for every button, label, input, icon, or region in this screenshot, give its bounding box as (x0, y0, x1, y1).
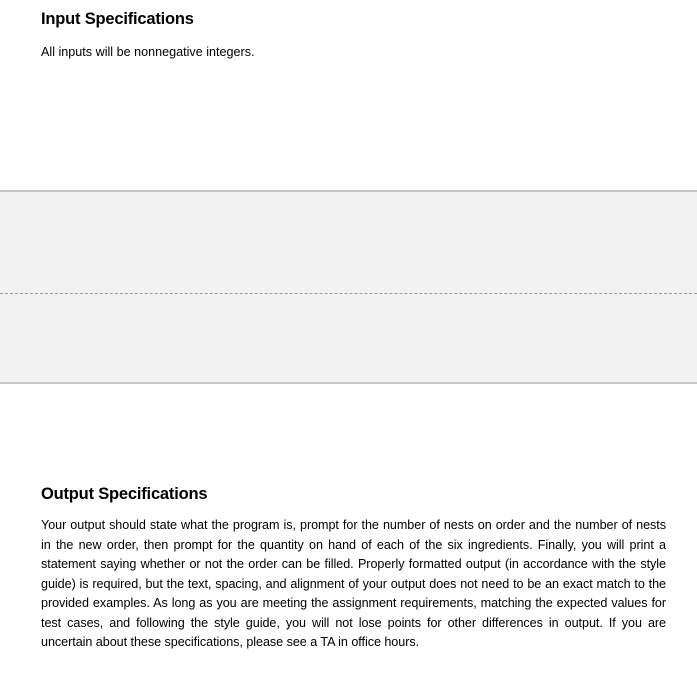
output-specifications-text: Your output should state what the program is, prompt for the number of nests on order and the number of nests in the new order, then prompt for the quantity on hand of each of the six ingredients. Finally, you will print a statement saying whether or not the order can be filled. Properly formatted output (in accordance with the style guide) is required, but the text, spacing, and alignment of your output does not need to be an exact match to the provided examples. As long as you are meeting the assignment requirements, matching the expected values for test cases, and following the style guide, you will not lose points for other differences in output. If you are uncertain about these specifications, please see a TA in office hours. (41, 518, 666, 649)
page-gap (0, 190, 697, 384)
page-break-line (0, 293, 697, 294)
output-specifications-heading: Output Specifications (41, 485, 208, 503)
input-specifications-text: All inputs will be nonnegative integers. (41, 45, 255, 59)
input-specifications-heading: Input Specifications (41, 10, 194, 28)
